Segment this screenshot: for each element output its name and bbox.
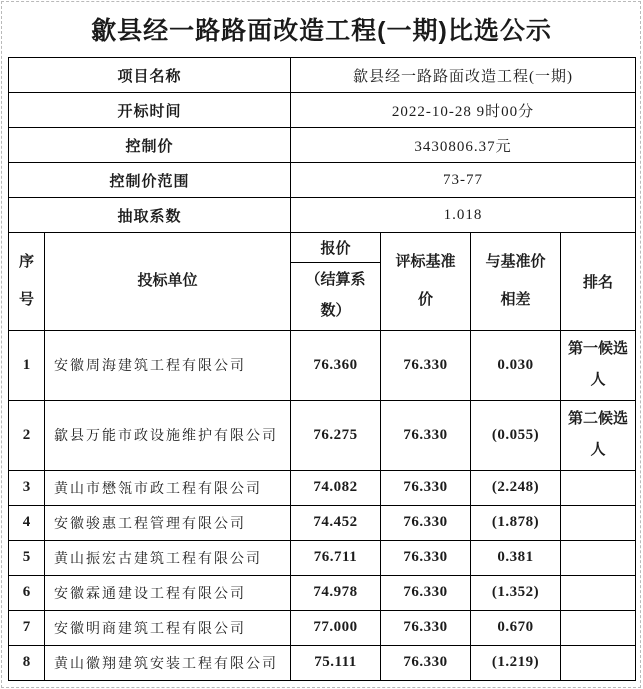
bid-row-2 — [9, 400, 636, 470]
info-table — [8, 57, 636, 233]
cell-rank — [561, 575, 636, 610]
cell-quote: 76.275 — [291, 400, 381, 470]
cell-rank: 第一候选人 — [561, 330, 636, 400]
cell-base: 76.330 — [381, 505, 471, 540]
cell-base: 76.330 — [381, 540, 471, 575]
bid-row-3 — [9, 470, 636, 505]
info-value-project: 歙县经一路路面改造工程(一期) — [291, 58, 636, 93]
info-value-price-range: 73-77 — [291, 163, 636, 198]
info-row-project — [9, 58, 636, 93]
info-row-coefficient — [9, 198, 636, 233]
cell-seq: 4 — [9, 505, 45, 540]
header-quote-sublabel: （结算系数） — [305, 271, 366, 319]
info-value-coefficient: 1.018 — [291, 198, 636, 233]
cell-seq: 5 — [9, 540, 45, 575]
bid-header-row — [9, 232, 636, 330]
cell-diff: 0.670 — [471, 610, 561, 645]
cell-company: 安徽明商建筑工程有限公司 — [45, 610, 291, 645]
cell-quote: 74.978 — [291, 575, 381, 610]
bid-row-8 — [9, 645, 636, 680]
cell-company: 安徽霖通建设工程有限公司 — [45, 575, 291, 610]
cell-seq: 2 — [9, 400, 45, 470]
cell-rank — [561, 505, 636, 540]
info-value-control-price: 3430806.37元 — [291, 128, 636, 163]
cell-rank: 第二候选人 — [561, 400, 636, 470]
info-row-price-range — [9, 163, 636, 198]
header-diff: 与基准价相差 — [471, 232, 561, 330]
cell-quote: 75.111 — [291, 645, 381, 680]
header-quote — [291, 232, 381, 330]
bid-row-1 — [9, 330, 636, 400]
cell-seq: 7 — [9, 610, 45, 645]
cell-diff: 0.030 — [471, 330, 561, 400]
header-base-price: 评标基准价 — [381, 232, 471, 330]
cell-company: 黄山徽翔建筑安装工程有限公司 — [45, 645, 291, 680]
bid-row-7 — [9, 610, 636, 645]
cell-diff: (0.055) — [471, 400, 561, 470]
cell-seq: 3 — [9, 470, 45, 505]
cell-seq: 6 — [9, 575, 45, 610]
info-row-open-time — [9, 93, 636, 128]
header-company: 投标单位 — [45, 232, 291, 330]
header-rank: 排名 — [561, 232, 636, 330]
cell-base: 76.330 — [381, 610, 471, 645]
cell-company: 歙县万能市政设施维护有限公司 — [45, 400, 291, 470]
page-title: 歙县经一路路面改造工程(一期)比选公示 — [91, 16, 552, 45]
cell-base: 76.330 — [381, 470, 471, 505]
cell-base: 76.330 — [381, 645, 471, 680]
cell-company: 安徽周海建筑工程有限公司 — [45, 330, 291, 400]
cell-rank — [561, 610, 636, 645]
cell-company: 黄山振宏古建筑工程有限公司 — [45, 540, 291, 575]
cell-rank — [561, 540, 636, 575]
info-label-open-time: 开标时间 — [9, 93, 291, 128]
cell-company: 黄山市懋瓴市政工程有限公司 — [45, 470, 291, 505]
bid-row-6 — [9, 575, 636, 610]
info-label-price-range: 控制价范围 — [9, 163, 291, 198]
header-quote-label: 报价 — [291, 233, 380, 263]
cell-diff: (1.352) — [471, 575, 561, 610]
cell-quote: 74.452 — [291, 505, 381, 540]
info-label-control-price: 控制价 — [9, 128, 291, 163]
bid-row-5 — [9, 540, 636, 575]
info-row-control-price — [9, 128, 636, 163]
cell-base: 76.330 — [381, 575, 471, 610]
cell-quote: 77.000 — [291, 610, 381, 645]
cell-seq: 8 — [9, 645, 45, 680]
cell-diff: (2.248) — [471, 470, 561, 505]
cell-diff: (1.878) — [471, 505, 561, 540]
cell-quote: 74.082 — [291, 470, 381, 505]
info-value-open-time: 2022-10-28 9时00分 — [291, 93, 636, 128]
bid-table — [8, 232, 636, 681]
bid-row-4 — [9, 505, 636, 540]
cell-base: 76.330 — [381, 400, 471, 470]
cell-base: 76.330 — [381, 330, 471, 400]
cell-seq: 1 — [9, 330, 45, 400]
cell-diff: 0.381 — [471, 540, 561, 575]
cell-rank — [561, 645, 636, 680]
cell-diff: (1.219) — [471, 645, 561, 680]
info-label-project: 项目名称 — [9, 58, 291, 93]
cell-quote: 76.711 — [291, 540, 381, 575]
header-seq: 序号 — [9, 232, 45, 330]
cell-rank — [561, 470, 636, 505]
cell-quote: 76.360 — [291, 330, 381, 400]
info-label-coefficient: 抽取系数 — [9, 198, 291, 233]
cell-company: 安徽骏惠工程管理有限公司 — [45, 505, 291, 540]
